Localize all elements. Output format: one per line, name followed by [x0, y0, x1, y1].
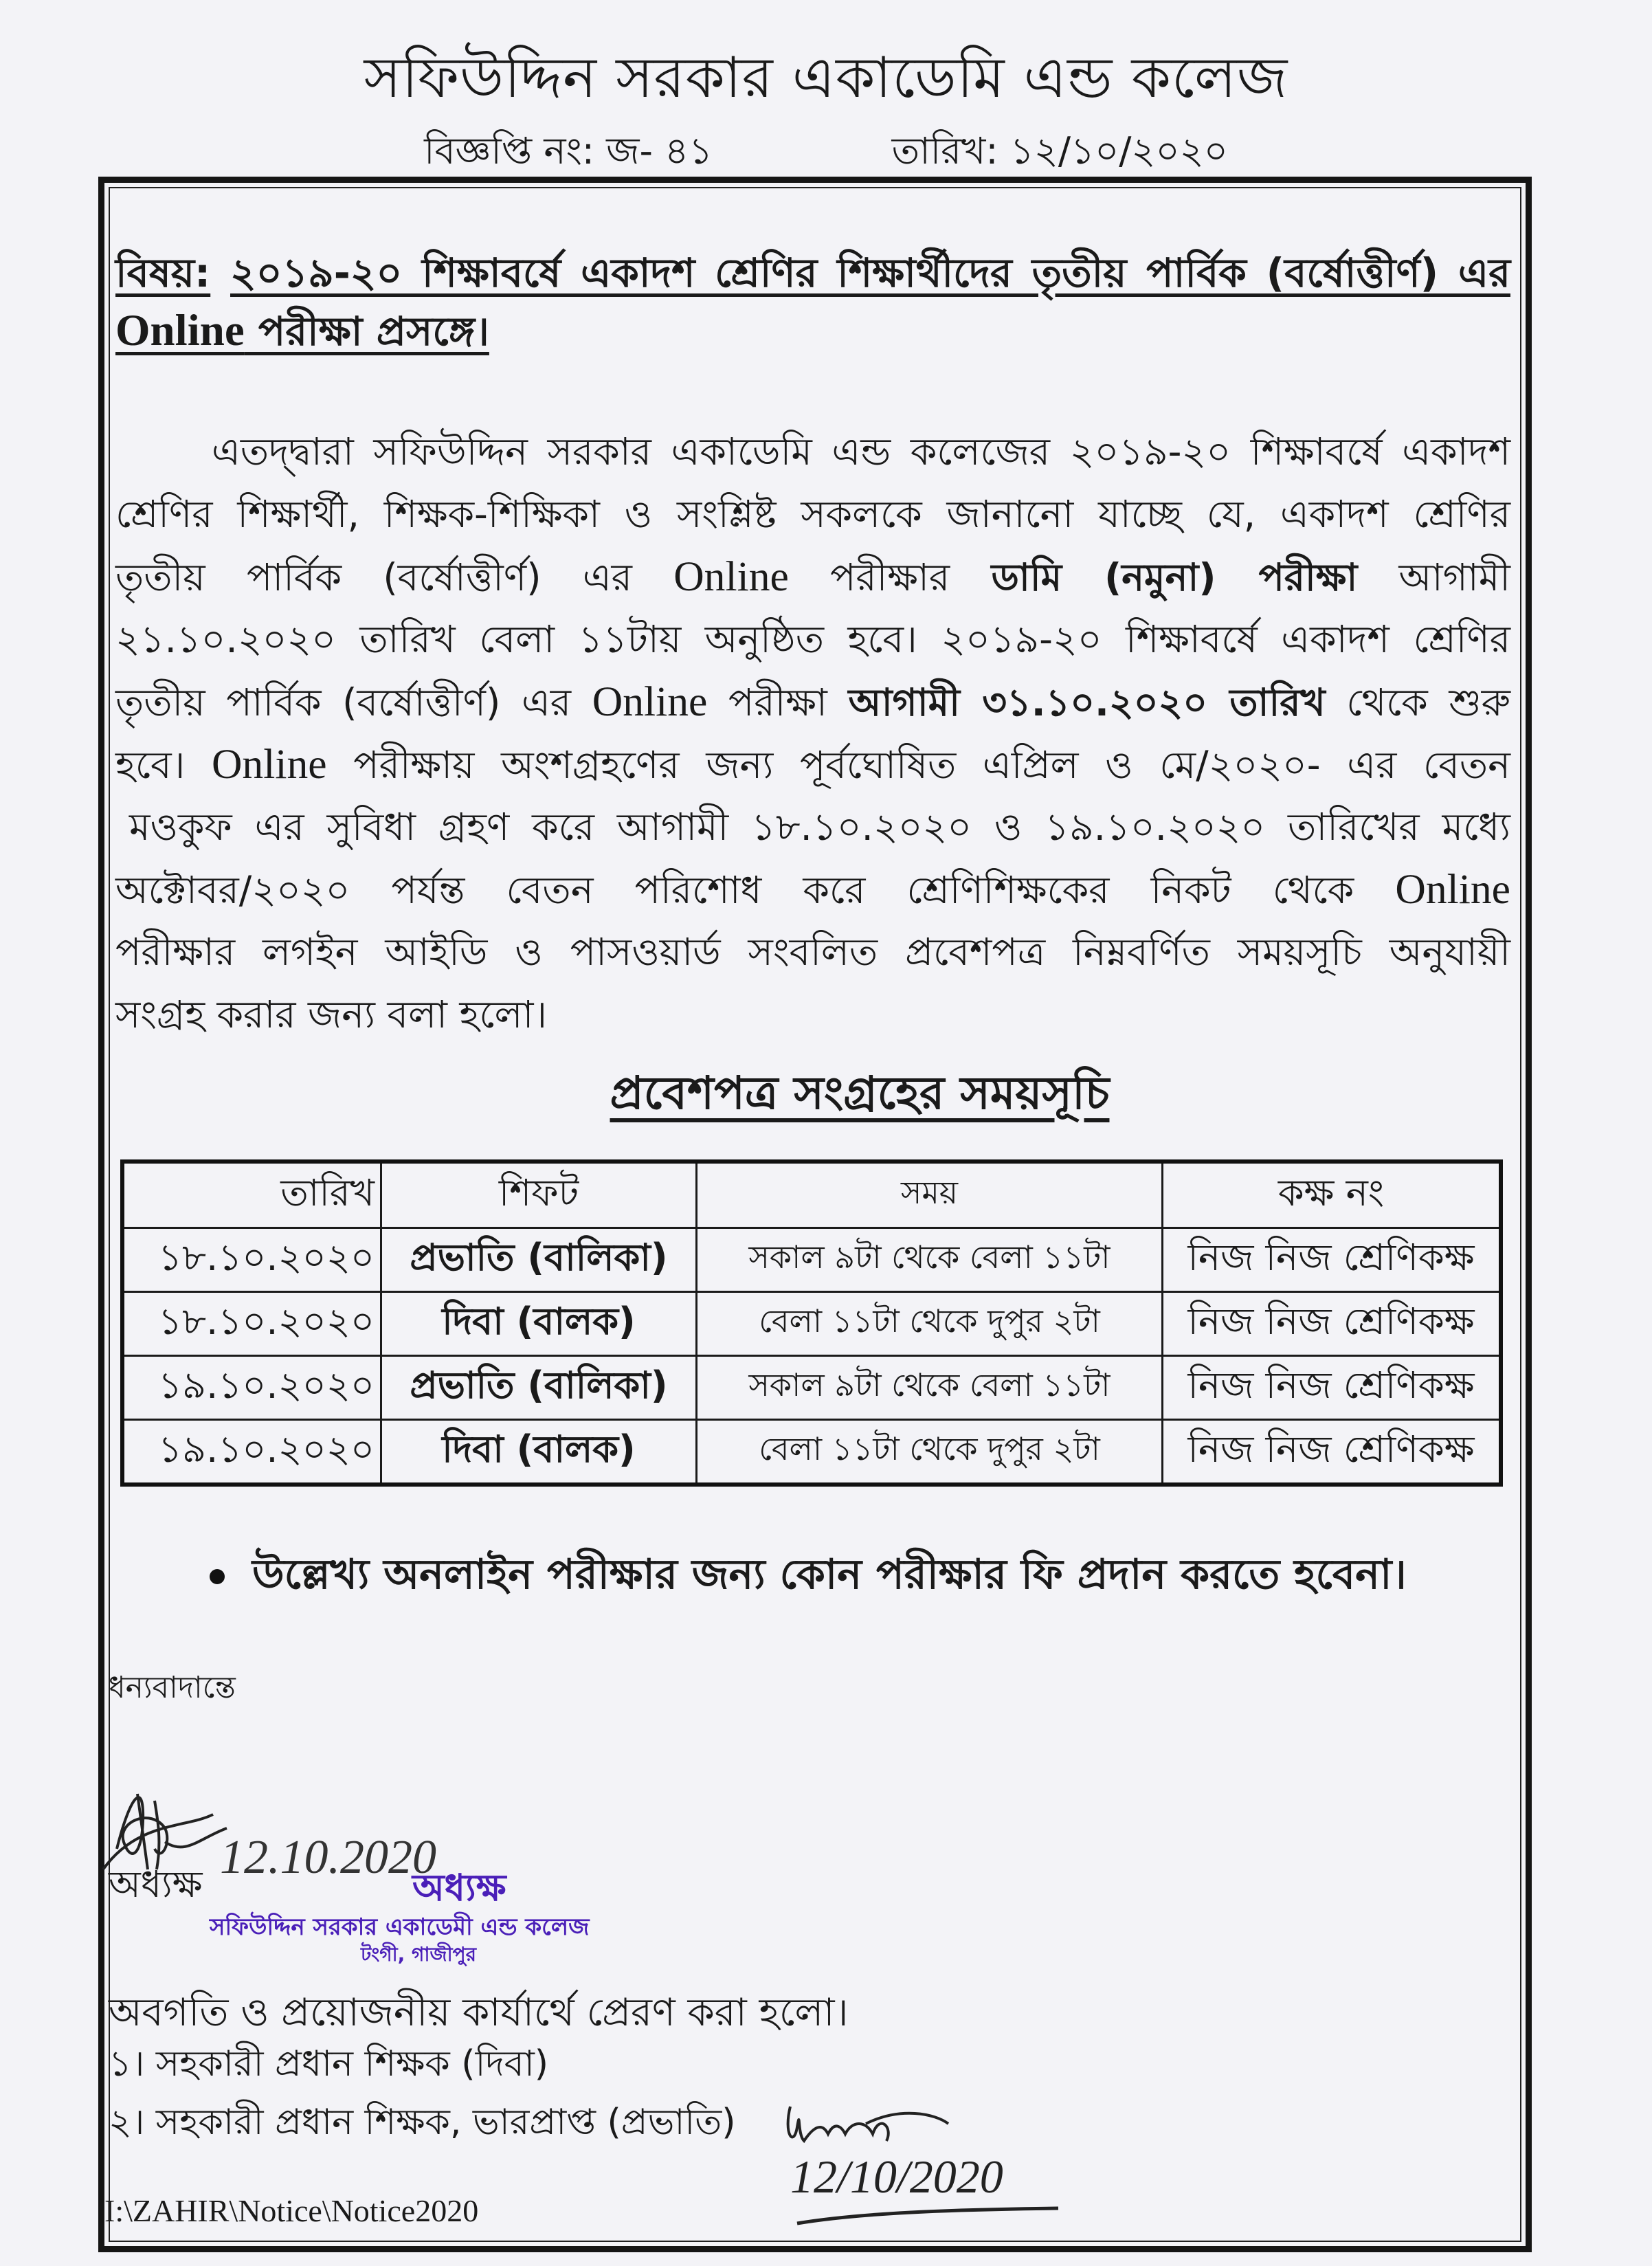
- cell-time: সকাল ৯টা থেকে বেলা ১১টা: [697, 1228, 1163, 1292]
- subject-online: Online: [115, 306, 245, 355]
- dummy-exam-highlight: ডামি (নমুনা) পরীক্ষা: [991, 555, 1358, 599]
- cell-date: ১৯.১০.২০২০: [122, 1356, 381, 1420]
- schedule-table: [120, 1159, 1503, 1487]
- cell-time: বেলা ১১টা থেকে দুপুর ২টা: [697, 1292, 1163, 1356]
- body-line: পরীক্ষার লগইন আইডি ও পাসওয়ার্ড সংবলিত প্রবেশপত্র নিম্নবর্ণিত সময়সূচি অনুযায়ী: [115, 930, 1510, 974]
- text: থেকে শুরু: [1325, 680, 1510, 724]
- text: তৃতীয় পার্বিক (বর্ষোত্তীর্ণ) এর: [115, 555, 674, 599]
- cell-date: ১৯.১০.২০২০: [122, 1420, 381, 1485]
- cell-shift: প্রভাতি (বালিকা): [381, 1228, 697, 1292]
- notice-body: [115, 421, 1510, 1046]
- table-row: [122, 1228, 1501, 1292]
- cell-date: ১৮.১০.২০২০: [122, 1228, 381, 1292]
- body-line: [115, 671, 1510, 733]
- table-row: [122, 1420, 1501, 1485]
- cell-time: সকাল ৯টা থেকে বেলা ১১টা: [697, 1356, 1163, 1420]
- cell-shift: দিবা (বালক): [381, 1420, 697, 1485]
- text: Online: [211, 741, 327, 788]
- text: হবে।: [115, 743, 212, 787]
- exam-start-date-highlight: আগামী ৩১.১০.২০২০ তারিখ: [848, 680, 1326, 724]
- stamp-location: টংগী, গাজীপুর: [361, 1943, 476, 1966]
- column-header-time: সময়: [697, 1162, 1163, 1228]
- subject-text: ২০১৯-২০ শিক্ষাবর্ষে একাদশ শ্রেণির শিক্ষার্থীদের তৃতীয় পার্বিক (বর্ষোত্তীর্ণ) এর: [230, 249, 1510, 296]
- subject: [115, 244, 1510, 360]
- cell-room: নিজ নিজ শ্রেণিকক্ষ: [1163, 1292, 1502, 1356]
- schedule-title: প্রবেশপত্র সংগ্রহের সময়সূচি: [610, 1067, 1110, 1120]
- text: Online: [1395, 866, 1510, 913]
- subject-label: বিষয়:: [115, 249, 211, 296]
- subject-text-2: পরীক্ষা প্রসঙ্গে।: [244, 308, 489, 355]
- cell-time: বেলা ১১টা থেকে দুপুর ২টা: [697, 1420, 1163, 1485]
- notice-number: বিজ্ঞপ্তি নং: জ- ৪১: [424, 129, 713, 173]
- cell-room: নিজ নিজ শ্রেণিকক্ষ: [1163, 1420, 1502, 1485]
- body-line: এতদ্দ্বারা সফিউদ্দিন সরকার একাডেমি এন্ড কলেজের ২০১৯-২০ শিক্ষাবর্ষে একাদশ: [212, 430, 1510, 474]
- cell-shift: দিবা (বালক): [381, 1292, 697, 1356]
- body-line: ২১.১০.২০২০ তারিখ বেলা ১১টায় অনুষ্ঠিত হবে। ২০১৯-২০ শিক্ষাবর্ষে একাদশ শ্রেণির: [115, 617, 1510, 661]
- stamp-title: অধ্যক্ষ: [412, 1866, 506, 1909]
- principal-designation: অধ্যক্ষ: [109, 1863, 203, 1906]
- cell-room: নিজ নিজ শ্রেণিকক্ষ: [1163, 1228, 1502, 1292]
- cell-date: ১৮.১০.২০২০: [122, 1292, 381, 1356]
- bullet-icon: [210, 1569, 225, 1584]
- notice-header: [0, 122, 1652, 184]
- body-line: শ্রেণির শিক্ষার্থী, শিক্ষক-শিক্ষিকা ও সংশ্লিষ্ট সকলকে জানানো যাচ্ছে যে, একাদশ শ্রেণির: [115, 492, 1510, 536]
- table-row: [122, 1292, 1501, 1356]
- cell-room: নিজ নিজ শ্রেণিকক্ষ: [1163, 1356, 1502, 1420]
- stamp-institution: সফিউদ্দিন সরকার একাডেমী এন্ড কলেজ: [210, 1913, 590, 1941]
- received-date: 12/10/2020: [790, 2151, 1003, 2203]
- text: পরীক্ষার: [788, 555, 992, 599]
- fee-note: [210, 1543, 1407, 1612]
- body-line: সংগ্রহ করার জন্য বলা হলো।: [115, 992, 548, 1036]
- body-line: [115, 858, 1510, 921]
- column-header-date: তারিখ: [122, 1162, 381, 1228]
- signature-date: 12.10.2020: [220, 1831, 436, 1884]
- body-line: [115, 733, 1510, 796]
- file-path: I:\ZAHIR\Notice\Notice2020: [104, 2193, 479, 2228]
- fee-note-text: উল্লেখ্য অনলাইন পরীক্ষার জন্য কোন পরীক্ষার ফি প্রদান করতে হবেনা।: [252, 1551, 1407, 1599]
- text: তৃতীয় পার্বিক (বর্ষোত্তীর্ণ) এর: [115, 680, 592, 724]
- notice-date: তারিখ: ১২/১০/২০২০: [891, 129, 1228, 173]
- body-line: [115, 546, 1510, 608]
- text: পরীক্ষা: [707, 680, 849, 724]
- text: Online: [592, 678, 708, 725]
- text: পরীক্ষায় অংশগ্রহণের জন্য পূর্বঘোষিত এপ্রিল ও মে/২০২০- এর বেতন: [326, 743, 1510, 787]
- table-row: [122, 1356, 1501, 1420]
- body-line: মওকুফ এর সুবিধা গ্রহণ করে আগামী ১৮.১০.২০২০ ও ১৯.১০.২০২০ তারিখের মধ্যে: [129, 805, 1510, 849]
- cell-shift: প্রভাতি (বালিকা): [381, 1356, 697, 1420]
- text: আগামী: [1357, 555, 1510, 599]
- institution-title: সফিউদ্দিন সরকার একাডেমি এন্ড কলেজ: [364, 45, 1288, 111]
- received-signature: [777, 2093, 1093, 2237]
- text: Online: [673, 553, 789, 600]
- closing-thanks: ধন্যবাদান্তে: [109, 1670, 236, 1705]
- text: অক্টোবর/২০২০ পর্যন্ত বেতন পরিশোধ করে শ্রেণিশিক্ষকের নিকট থেকে: [115, 868, 1396, 912]
- column-header-room: কক্ষ নং: [1163, 1162, 1502, 1228]
- recipient-item: ১। সহকারী প্রধান শিক্ষক (দিবা): [109, 2043, 549, 2085]
- table-header-row: [122, 1162, 1501, 1228]
- recipient-item: ২। সহকারী প্রধান শিক্ষক, ভারপ্রাপ্ত (প্রভাতি): [109, 2102, 736, 2143]
- forwarding-text: অবগতি ও প্রয়োজনীয় কার্যার্থে প্রেরণ করা হলো।: [109, 1990, 849, 2035]
- column-header-shift: শিফট: [381, 1162, 697, 1228]
